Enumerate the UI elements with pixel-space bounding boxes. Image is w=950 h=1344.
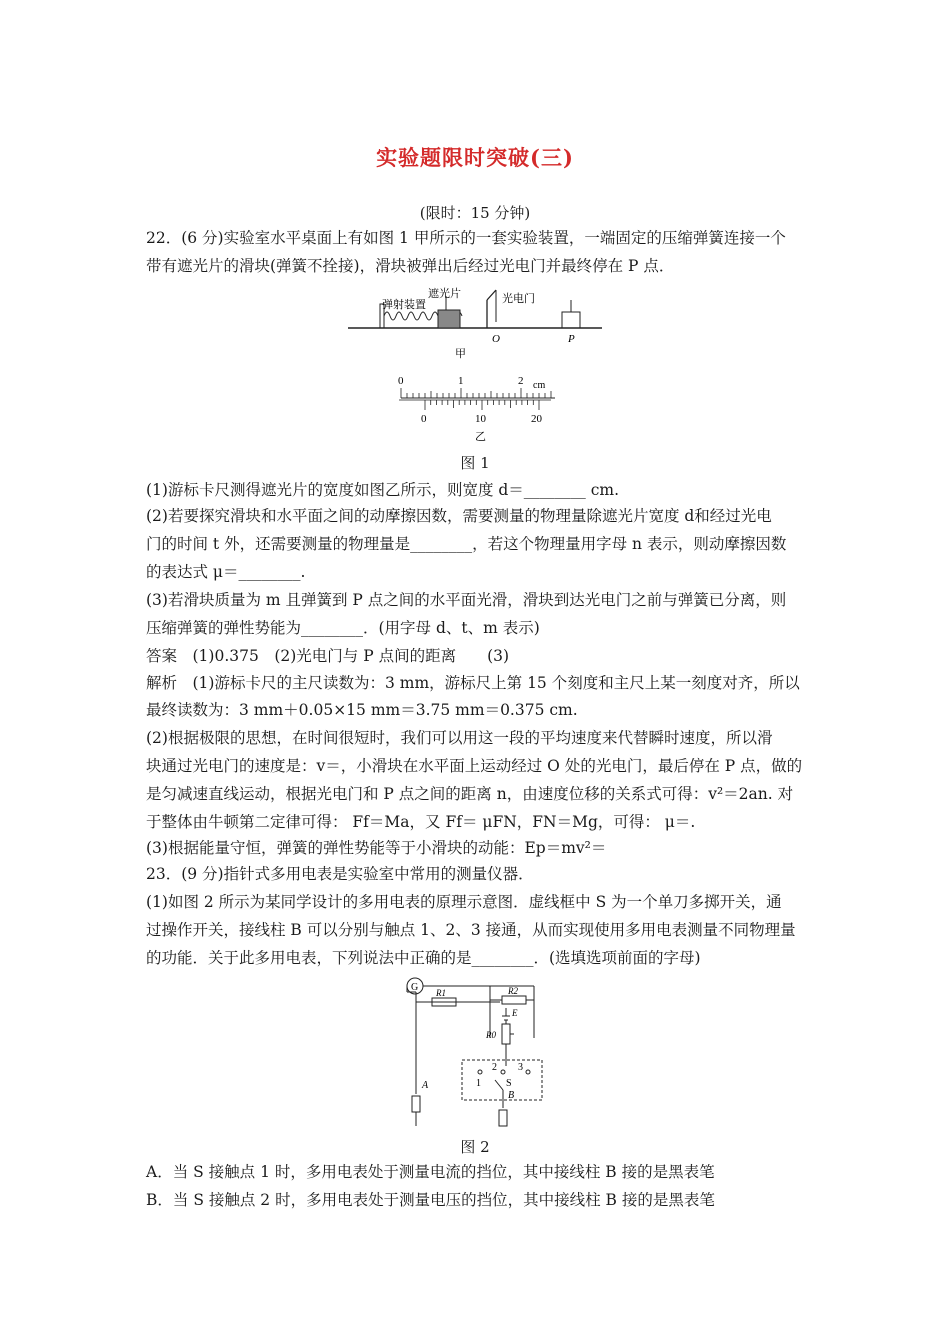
figure-2-circuit [400, 976, 560, 1134]
main-2: 2 [518, 375, 524, 387]
q23-line-1: 23．(9 分)指针式多用电表是实验室中常用的测量仪器． [146, 865, 534, 883]
label-gate: 光电门 [502, 293, 535, 305]
label-E: E [512, 1008, 518, 1018]
contact-1: 1 [476, 1078, 481, 1089]
label-A: A [422, 1080, 429, 1091]
q23-option-a: A．当 S 接触点 1 时，多用电表处于测量电流的挡位，其中接线柱 B 接的是黑表笔 [146, 1163, 715, 1181]
q22-analysis-6: 于整体由牛顿第二定律可得： Ff＝Ma，又 Ff＝ μFN，FN＝Mg，可得： μ＝. [146, 813, 696, 831]
label-jia: 甲 [455, 348, 466, 360]
label-shade: 遮光片 [428, 288, 461, 300]
figure-1-caption: 图 1 [460, 454, 490, 472]
q23-option-b: B．当 S 接触点 2 时，多用电表处于测量电压的挡位，其中接线柱 B 接的是黑表笔 [146, 1191, 715, 1209]
q22-part-2a: (2)若要探究滑块和水平面之间的动摩擦因数，需要测量的物理量除遮光片宽度 d和经过光电 [146, 507, 772, 525]
label-B: B [508, 1090, 515, 1101]
label-launcher: 弹射装置 [382, 299, 426, 311]
q22-answer: 答案 (1)0.375 (2)光电门与 P 点间的距离 (3) [146, 647, 510, 665]
vernier-10: 10 [475, 413, 486, 425]
q23-line-4: 的功能．关于此多用电表，下列说法中正确的是________．(选填选项前面的字母) [146, 949, 701, 967]
figure-1-apparatus [340, 282, 610, 362]
label-R1: R1 [436, 988, 446, 998]
main-0: 0 [398, 375, 404, 387]
q22-part-2c: 的表达式 μ＝________. [146, 563, 306, 581]
main-1: 1 [458, 375, 464, 387]
vernier-20: 20 [531, 413, 542, 425]
q22-analysis-1: 解析 (1)游标卡尺的主尺读数为：3 mm，游标尺上第 15 个刻度和主尺上某一刻度对齐，所以 [146, 674, 800, 692]
q22-analysis-2: 最终读数为：3 mm＋0.05×15 mm＝3.75 mm＝0.375 cm. [146, 701, 578, 719]
q22-analysis-7: (3)根据能量守恒，弹簧的弹性势能等于小滑块的动能：Ep＝mv²＝ [146, 839, 607, 857]
q22-line-1: 22．(6 分)实验室水平桌面上有如图 1 甲所示的一套实验装置，一端固定的压缩弹簧连接一个 [146, 229, 786, 247]
q22-analysis-4: 块通过光电门的速度是：v＝，小滑块在水平面上运动经过 O 处的光电门，最后停在 P 点，做的 [146, 757, 803, 775]
q22-analysis-3: (2)根据极限的思想，在时间很短时，我们可以用这一段的平均速度来代替瞬时速度，所以滑 [146, 729, 773, 747]
page-title: 实验题限时突破(三) [376, 145, 574, 170]
label-R2: R2 [508, 986, 518, 996]
q22-part-3b: 压缩弹簧的弹性势能为________．(用字母 d、t、m 表示) [146, 619, 540, 637]
vernier-0: 0 [421, 413, 427, 425]
label-G: G [411, 982, 419, 993]
q22-analysis-5: 是匀减速直线运动，根据光电门和 P 点之间的距离 n，由速度位移的关系式可得：v²＝2an. 对 [146, 785, 794, 803]
q22-part-2b: 门的时间 t 外，还需要测量的物理量是________，若这个物理量用字母 n 表示，则动摩擦因数 [146, 535, 787, 553]
label-P: P [568, 333, 575, 345]
label-O: O [492, 333, 500, 345]
label-S: S [506, 1078, 512, 1089]
contact-3: 3 [518, 1062, 523, 1073]
q22-part-1: (1)游标卡尺测得遮光片的宽度如图乙所示，则宽度 d＝________ cm. [146, 481, 620, 499]
label-R0: R0 [486, 1030, 496, 1040]
time-limit: (限时：15 分钟) [419, 204, 531, 222]
q22-part-3a: (3)若滑块质量为 m 且弹簧到 P 点之间的水平面光滑，滑块到达光电门之前与弹簧已分离，则 [146, 591, 787, 609]
unit-cm: cm [533, 380, 546, 391]
figure-1-vernier [395, 372, 565, 444]
label-yi: 乙 [475, 431, 486, 443]
q23-line-3: 过操作开关，接线柱 B 可以分别与触点 1、2、3 接通，从而实现使用多用电表测量不同物理量 [146, 921, 796, 939]
q22-line-2: 带有遮光片的滑块(弹簧不拴接)，滑块被弹出后经过光电门并最终停在 P 点． [146, 257, 675, 275]
contact-2: 2 [492, 1062, 497, 1073]
figure-2-caption: 图 2 [460, 1138, 490, 1156]
q23-line-2: (1)如图 2 所示为某同学设计的多用电表的原理示意图．虚线框中 S 为一个单刀多掷开关，通 [146, 893, 782, 911]
